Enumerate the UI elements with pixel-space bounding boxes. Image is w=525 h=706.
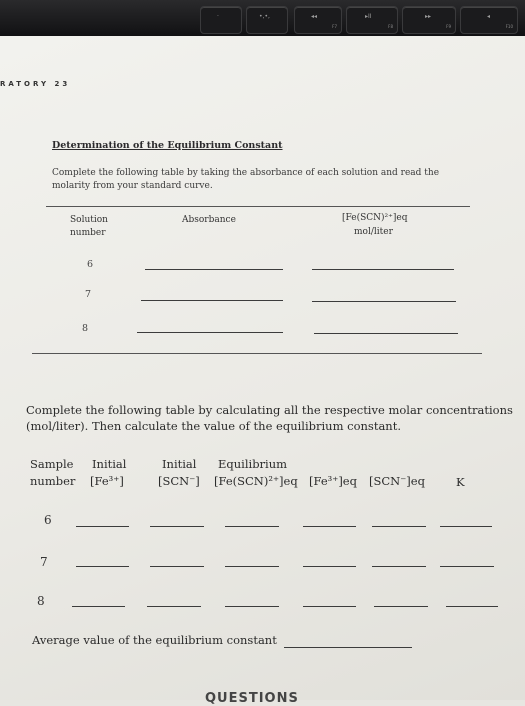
col-header-initial-scn: [SCN⁻] <box>158 474 200 488</box>
eq-fe-blank[interactable] <box>303 566 356 567</box>
eq-scn-blank[interactable] <box>372 566 426 567</box>
eq-fe-blank[interactable] <box>303 526 356 527</box>
questions-heading: QUESTIONS <box>205 691 299 706</box>
instructions-line: Complete the following table by calculating all the respective molar concentrations <box>26 403 513 417</box>
col-header-k: K <box>456 475 465 489</box>
keyboard-key <box>402 6 456 34</box>
keyboard-key <box>460 6 518 34</box>
col-header-solution: number <box>70 228 106 238</box>
eq-scn-blank[interactable] <box>374 606 428 607</box>
col-header-solution: Solution <box>70 215 108 225</box>
initial-scn-blank[interactable] <box>147 606 201 607</box>
key-fn-label: F8 <box>388 24 393 29</box>
absorbance-blank[interactable] <box>141 300 283 301</box>
row-number: 7 <box>85 289 92 300</box>
col-header-eq-scn: [SCN⁻]eq <box>369 474 425 488</box>
table-top-rule <box>46 206 470 207</box>
eq-fescn-blank[interactable] <box>225 606 279 607</box>
col-header-initial-fe: [Fe³⁺] <box>90 474 124 488</box>
instructions-line: (mol/liter). Then calculate the value of the equilibrium constant. <box>26 419 401 433</box>
initial-fe-blank[interactable] <box>72 606 125 607</box>
row-number: 8 <box>37 594 45 608</box>
initial-scn-blank[interactable] <box>150 526 204 527</box>
fast-forward-icon: ▸▸ <box>425 13 432 20</box>
concentration-blank[interactable] <box>312 269 454 270</box>
col-header-initial-scn: Initial <box>162 457 197 471</box>
k-blank[interactable] <box>440 566 494 567</box>
col-header-eq-fescn: [Fe(SCN)²⁺]eq <box>214 474 298 488</box>
concentration-blank[interactable] <box>314 333 458 334</box>
col-header-absorbance: Absorbance <box>182 215 236 225</box>
key-label: · <box>217 13 219 20</box>
col-header-equilibrium: Equilibrium <box>218 457 288 471</box>
col-header-concentration-unit: mol/liter <box>354 227 393 237</box>
concentration-blank[interactable] <box>312 301 456 302</box>
key-fn-label: F7 <box>332 24 337 29</box>
average-k-blank[interactable] <box>284 647 412 648</box>
row-number: 7 <box>40 555 48 569</box>
initial-fe-blank[interactable] <box>76 526 129 527</box>
keyboard-key <box>294 6 342 34</box>
keyboard-key <box>346 6 398 34</box>
col-header-eq-fe: [Fe³⁺]eq <box>309 474 357 488</box>
table-bottom-rule <box>32 353 482 354</box>
keyboard-strip <box>0 0 525 36</box>
key-fn-label: F9 <box>446 24 451 29</box>
row-number: 6 <box>44 513 52 527</box>
initial-fe-blank[interactable] <box>76 566 129 567</box>
row-number: 8 <box>82 323 89 334</box>
eq-fe-blank[interactable] <box>303 606 356 607</box>
instructions-line: Complete the following table by taking the absorbance of each solution and read the <box>52 168 440 178</box>
worksheet-page <box>0 36 525 706</box>
col-header-sample: number <box>30 474 76 488</box>
eq-scn-blank[interactable] <box>372 526 426 527</box>
col-header-sample: Sample <box>30 457 74 471</box>
row-number: 6 <box>87 259 94 270</box>
keyboard-key <box>200 6 242 34</box>
section-title: Determination of the Equilibrium Constant <box>52 140 283 151</box>
key-fn-label: F10 <box>505 24 513 29</box>
play-pause-icon: ▸II <box>365 13 372 20</box>
instructions-line: molarity from your standard curve. <box>52 181 213 191</box>
keyboard-key <box>246 6 288 34</box>
lab-header: RATORY 23 <box>0 80 71 88</box>
average-k-label: Average value of the equilibrium constant <box>32 633 277 647</box>
rewind-icon: ◂◂ <box>311 13 318 20</box>
col-header-initial-fe: Initial <box>92 457 127 471</box>
eq-fescn-blank[interactable] <box>225 566 279 567</box>
absorbance-blank[interactable] <box>145 269 283 270</box>
key-label: •,•, <box>259 13 270 20</box>
absorbance-blank[interactable] <box>137 332 283 333</box>
initial-scn-blank[interactable] <box>150 566 204 567</box>
k-blank[interactable] <box>440 526 492 527</box>
mute-icon: ◂ <box>487 13 491 20</box>
col-header-concentration: [Fe(SCN)²⁺]eq <box>342 213 408 223</box>
k-blank[interactable] <box>446 606 498 607</box>
eq-fescn-blank[interactable] <box>225 526 279 527</box>
